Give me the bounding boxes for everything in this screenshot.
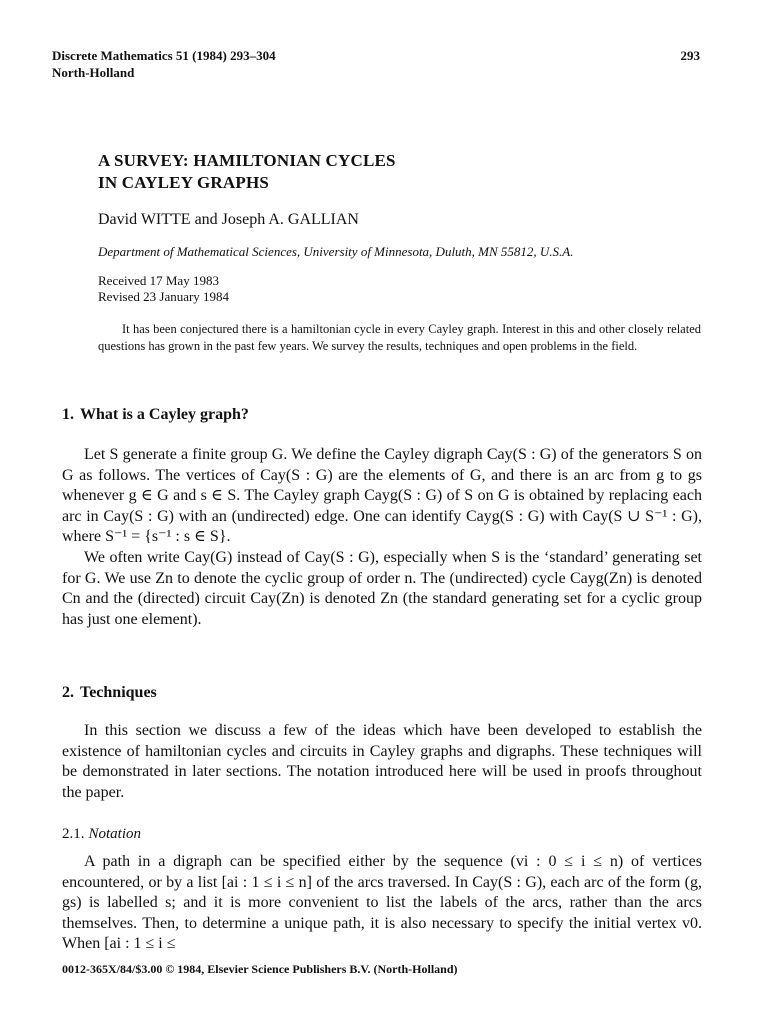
- received-date: Received 17 May 1983: [98, 273, 219, 288]
- journal-header: [52, 47, 276, 81]
- title-line-1: A SURVEY: HAMILTONIAN CYCLES: [98, 151, 396, 170]
- title-line-2: IN CAYLEY GRAPHS: [98, 173, 270, 192]
- section-1-paragraph-2: We often write Cay(G) instead of Cay(S : G), especially when S is the ‘standard’ generating set for G. We use Zn to denote the cyclic group of order n. The (undirected) cycle Cayg(Zn) is denoted Cn and the (directed) circuit Cay(Zn) is denoted Zn (the standard generating set for a cyclic group has just one element).: [62, 548, 702, 628]
- revised-date: Revised 23 January 1984: [98, 289, 230, 304]
- subsection-2-1-body: [62, 852, 702, 955]
- section-2-heading: [62, 684, 157, 702]
- abstract-text: It has been conjectured there is a hamiltonian cycle in every Cayley graph. Interest in this and other closely related questions has grown in the past few years. We survey the results, techniques and open problems in the field.: [98, 322, 701, 353]
- subsection-title: Notation: [88, 826, 142, 842]
- abstract: [98, 321, 701, 354]
- section-1-heading: [62, 406, 249, 424]
- page-number: 293: [680, 48, 700, 63]
- section-2-body: [62, 721, 702, 803]
- dates: [98, 273, 229, 305]
- publisher: North-Holland: [52, 65, 135, 80]
- section-2-paragraph-1: In this section we discuss a few of the ideas which have been developed to establish the existence of hamiltonian cycles and circuits in Cayley graphs and digraphs. These techniques will be demonstrated in later sections. The notation introduced here will be used in proofs throughout the paper.: [62, 722, 702, 801]
- section-1-title: What is a Cayley graph?: [80, 406, 249, 423]
- section-1-number: 1.: [62, 406, 74, 423]
- copyright-footer: 0012-365X/84/$3.00 © 1984, Elsevier Science Publishers B.V. (North-Holland): [62, 962, 458, 976]
- affiliation: Department of Mathematical Sciences, University of Minnesota, Duluth, MN 55812, U.S.A.: [98, 244, 574, 259]
- journal-citation: Discrete Mathematics 51 (1984) 293–304: [52, 48, 276, 63]
- section-2-number: 2.: [62, 684, 74, 701]
- subsection-2-1-heading: [62, 826, 141, 843]
- subsection-number: 2.1.: [62, 826, 85, 842]
- section-1-body: [62, 445, 702, 630]
- subsection-2-1-paragraph: A path in a digraph can be specified either by the sequence (vi : 0 ≤ i ≤ n) of vertices encountered, or by a list [ai : 1 ≤ i ≤ n] of the arcs traversed. In Cay(S : G), each arc of the form (g, gs) is labelled s; and it is more convenient to list the labels of the arcs, rather than the arcs themselves. Then, to determine a unique path, it is also necessary to specify the initial vertex v0. When [ai : 1 ≤ i ≤: [62, 853, 702, 953]
- section-1-paragraph-1: Let S generate a finite group G. We define the Cayley digraph Cay(S : G) of the generators S on G as follows. The vertices of Cay(S : G) are the elements of G, and there is an arc from g to gs whenever g ∈ G and s ∈ S. The Cayley graph Cayg(S : G) of S on G is obtained by replacing each arc in Cay(S : G) with an (undirected) edge. One can identify Cayg(S : G) with Cay(S ∪ S⁻¹ : G), where S⁻¹ = {s⁻¹ : s ∈ S}.: [62, 446, 702, 546]
- authors: David WITTE and Joseph A. GALLIAN: [98, 211, 359, 228]
- section-2-title: Techniques: [80, 684, 157, 701]
- article-title: [98, 150, 396, 194]
